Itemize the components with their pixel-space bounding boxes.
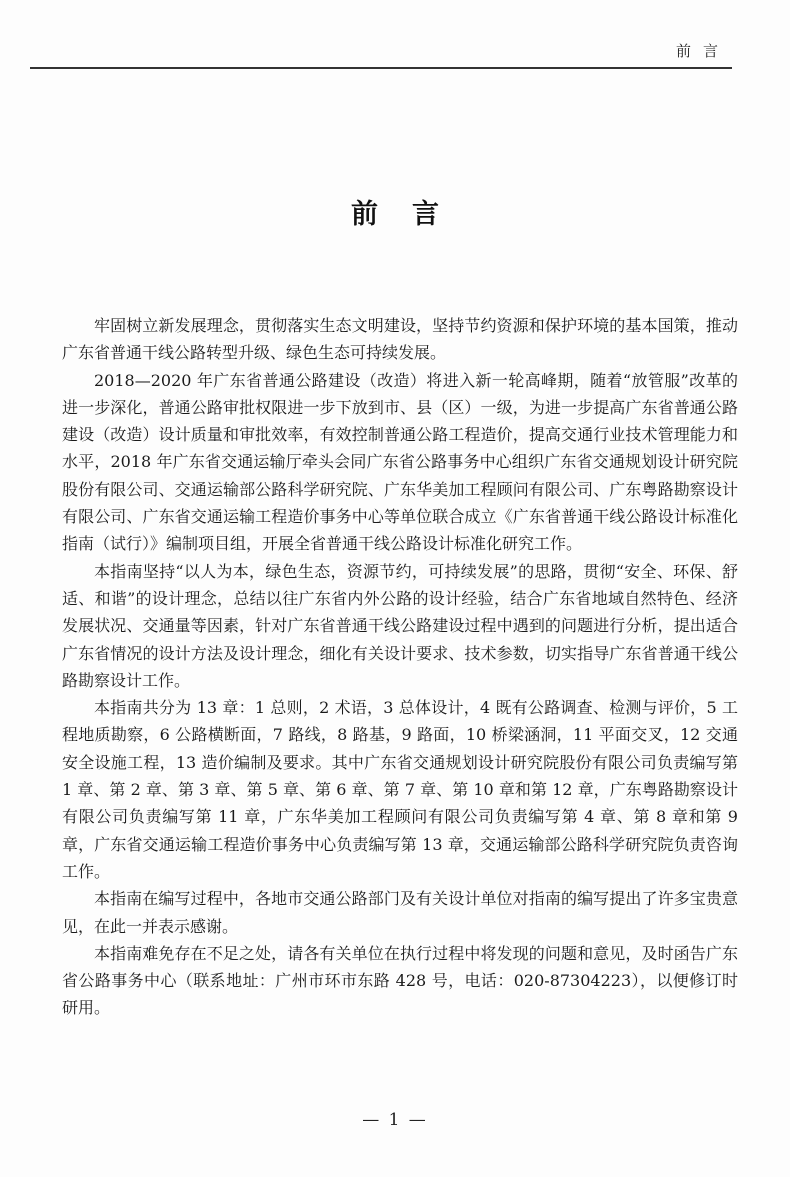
paragraph-5: 本指南在编写过程中，各地市交通公路部门及有关设计单位对指南的编写提出了许多宝贵意见，在此一并表示感谢。 bbox=[62, 889, 738, 936]
preface-body bbox=[62, 312, 738, 1022]
paragraph-4: 本指南共分为 13 章：1 总则，2 术语，3 总体设计，4 既有公路调查、检测与评价，5 工程地质勘察，6 公路横断面，7 路线，8 路基，9 路面，10 桥梁涵洞，11 平面交叉，12 交通安全设施工程，13 造价编制及要求。其中广东省交通规划设计研究院股份有限公司负责编写第 1 章、第 2 章、第 3 章、第 5 章、第 6 章、第 7 章、第 10 章和第 12 章，广东粤路勘察设计有限公司负责编写第 11 章，广东华美加工程顾问有限公司负责编写第 4 章、第 8 章和第 9 章，广东省交通运输工程造价事务中心负责编写第 13 章，交通运输部公路科学研究院负责咨询工作。 bbox=[62, 698, 738, 881]
page-title: 前言 bbox=[351, 199, 473, 230]
paragraph-1: 牢固树立新发展理念，贯彻落实生态文明建设，坚持节约资源和保护环境的基本国策，推动广东省普通干线公路转型升级、绿色生态可持续发展。 bbox=[62, 316, 738, 363]
running-header: 前言 bbox=[675, 42, 730, 60]
header-divider bbox=[30, 67, 732, 69]
paragraph-3: 本指南坚持“以人为本，绿色生态，资源节约，可持续发展”的思路，贯彻“安全、环保、舒适、和谐”的设计理念，总结以往广东省内外公路的设计经验，结合广东省地域自然特色、经济发展状况、交通量等因素，针对广东省普通干线公路建设过程中遇到的问题进行分析，提出适合广东省情况的设计方法及设计理念，细化有关设计要求、技术参数，切实指导广东省普通干线公路勘察设计工作。 bbox=[62, 561, 738, 690]
paragraph-6: 本指南难免存在不足之处，请各有关单位在执行过程中将发现的问题和意见，及时函告广东省公路事务中心（联系地址：广州市环市东路 428 号，电话：020-87304223），以便修订时研用。 bbox=[62, 943, 738, 1018]
paragraph-2: 2018—2020 年广东省普通公路建设（改造）将进入新一轮高峰期，随着“放管服”改革的进一步深化，普通公路审批权限进一步下放到市、县（区）一级，为进一步提高广东省普通公路建设（改造）设计质量和审批效率，有效控制普通公路工程造价，提高交通行业技术管理能力和水平，2018 年广东省交通运输厅牵头会同广东省公路事务中心组织广东省交通规划设计研究院股份有限公司、交通运输部公路科学研究院、广东华美加工程顾问有限公司、广东粤路勘察设计有限公司、广东省交通运输工程造价事务中心等单位联合成立《广东省普通干线公路设计标准化指南（试行）》编制项目组，开展全省普通干线公路设计标准化研究工作。 bbox=[62, 370, 738, 554]
page-number: — 1 — bbox=[362, 1110, 428, 1130]
